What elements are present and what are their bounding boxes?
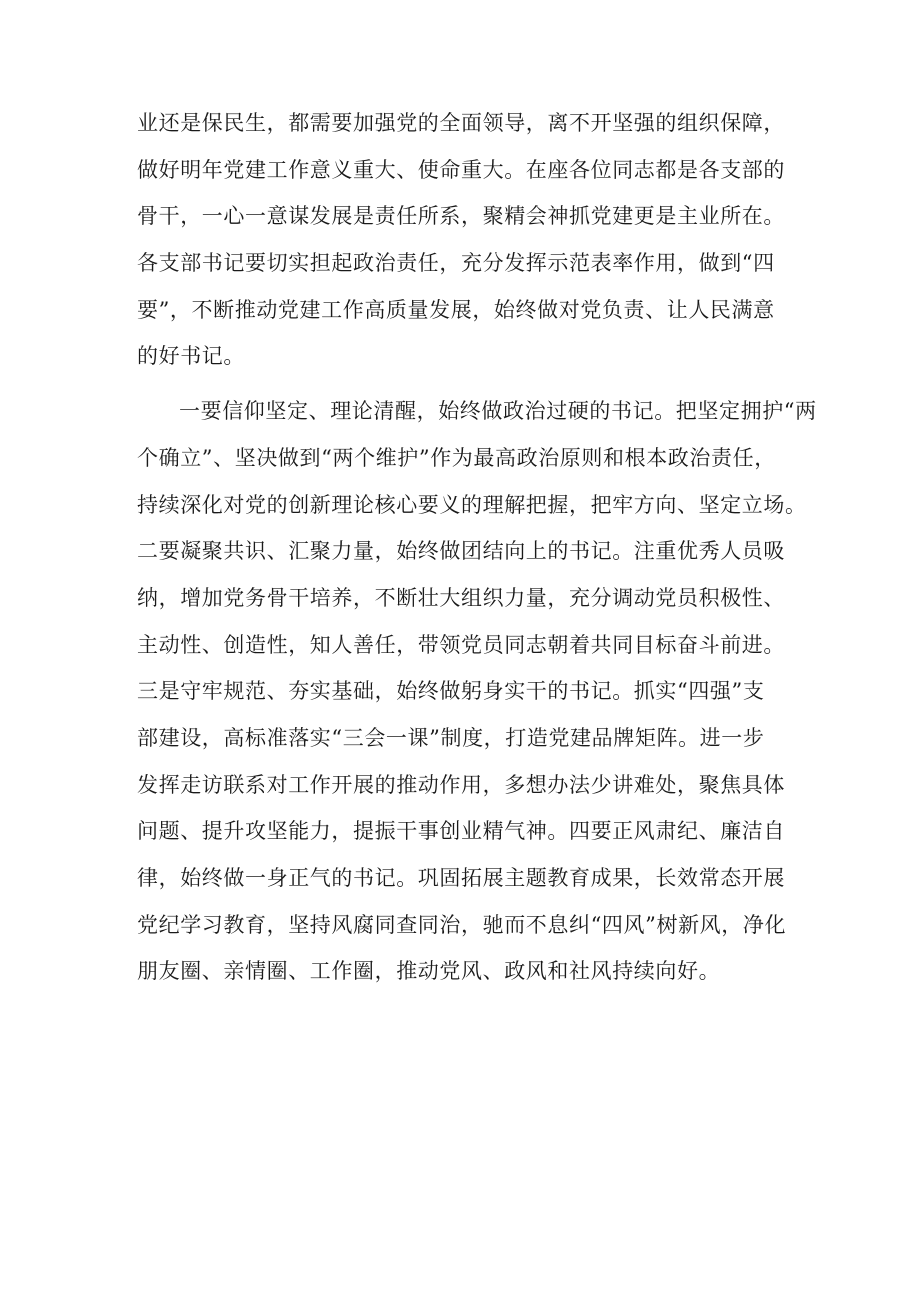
text-line: 三是守牢规范、夯实基础，始终做躬身实干的书记。抓实“四强”支 (137, 679, 765, 704)
text-line: 业还是保民生，都需要加强党的全面领导，离不开坚强的组织保障， (137, 111, 785, 135)
text-line: 党纪学习教育，坚持风腐同查同治，驰而不息纠“四风”树新风，净化 (137, 912, 787, 937)
text-line: 个确立”、坚决做到“两个维护”作为最高政治原则和根本政治责任， (137, 445, 776, 470)
paragraph-1 (137, 100, 797, 380)
text-line: 二要凝聚共识、汇聚力量，始终做团结向上的书记。注重优秀人员吸 (137, 539, 785, 564)
text-line: 朋友圈、亲情圈、工作圈，推动党风、政风和社风持续向好。 (137, 959, 721, 984)
document-body (137, 100, 817, 995)
text-line: 主动性、创造性，知人善任，带领党员同志朝着共同目标奋斗前进。 (137, 632, 785, 657)
text-line: 要”，不断推动党建工作高质量发展，始终做对党负责、让人民满意 (137, 297, 775, 322)
text-line: 发挥走访联系对工作开展的推动作用，多想办法少讲难处，聚焦具体 (137, 772, 785, 797)
text-line: 问题、提升攻坚能力，提振干事创业精气神。四要正风肃纪、廉洁自 (137, 819, 785, 844)
text-line: 各支部书记要切实担起政治责任，充分发挥示范表率作用，做到“四 (137, 251, 775, 276)
text-line: 部建设，高标准落实“三会一课”制度，打造党建品牌矩阵。进一步 (137, 725, 765, 750)
text-line: 做好明年党建工作意义重大、使命重大。在座各位同志都是各支部的 (137, 157, 785, 182)
text-line: 律，始终做一身正气的书记。巩固拓展主题教育成果，长效常态开展 (137, 866, 785, 890)
text-line: 纳，增加党务骨干培养，不断壮大组织力量，充分调动党员积极性、 (137, 585, 785, 610)
paragraph-spacing (137, 380, 797, 388)
text-line: 的好书记。 (137, 344, 245, 369)
text-line: 骨干，一心一意谋发展是责任所系，聚精会神抓党建更是主业所在。 (137, 204, 785, 229)
text-line: 一要信仰坚定、理论清醒，始终做政治过硬的书记。把坚定拥护“两 (179, 399, 817, 424)
text-line: 持续深化对党的创新理论核心要义的理解把握，把牢方向、坚定立场。 (137, 492, 807, 517)
paragraph-2 (137, 388, 817, 995)
